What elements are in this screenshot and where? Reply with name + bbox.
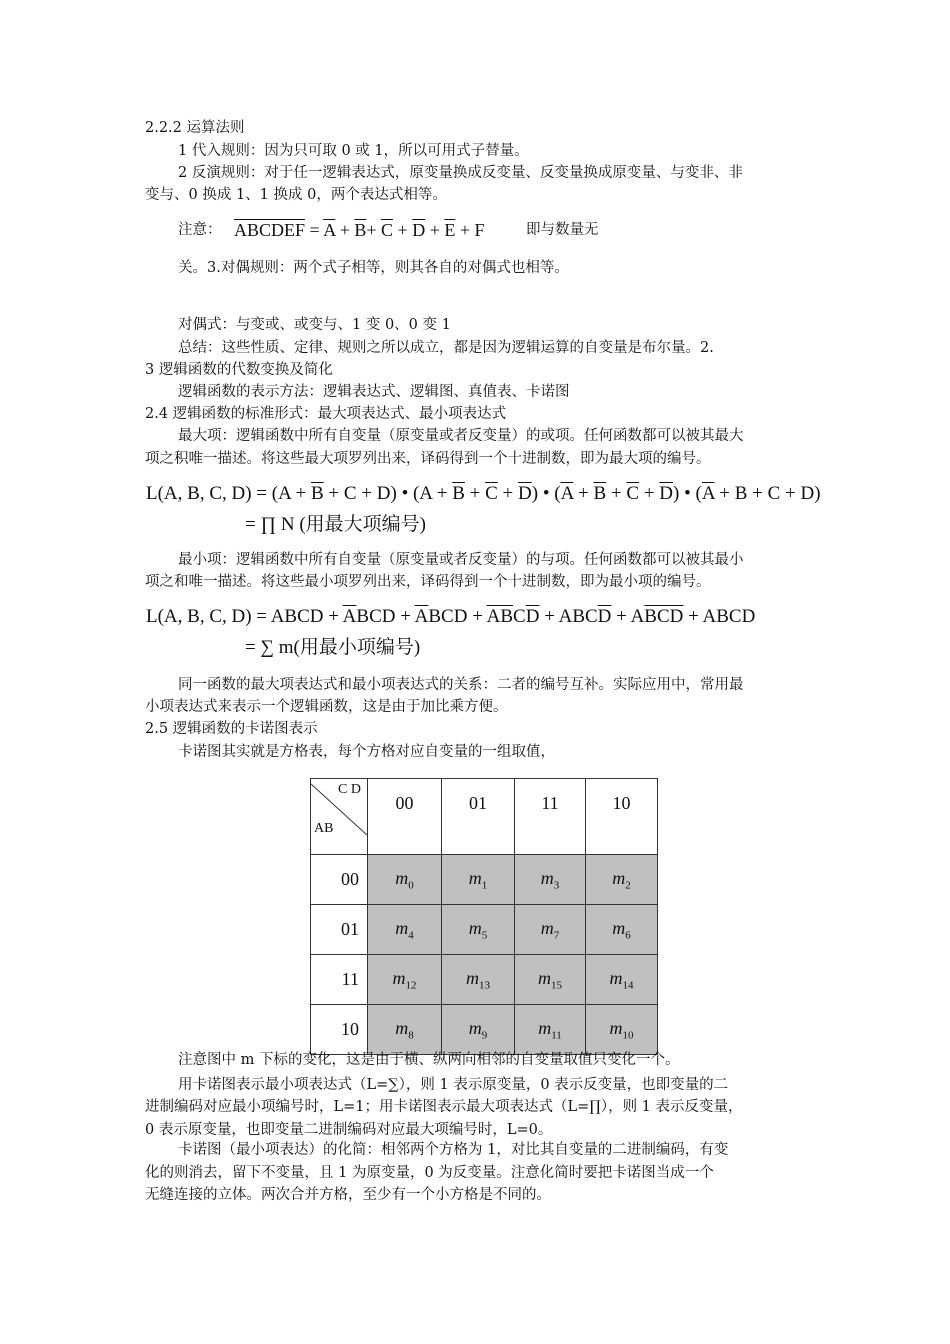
negated-term: $\overline{D}$ [518,483,532,504]
minterm-index: 4 [408,929,414,942]
negated-term: $\overline{A}$ [323,220,336,240]
paragraph: 项之积唯一描述。将这些最大项罗列出来，译码得到一个十进制数，即为最大项的编号。 [145,451,711,467]
negated-term: $\overline{C}$ [626,483,640,504]
paragraph: 最小项：逻辑函数中所有自变量（原变量或者反变量）的与项。任何函数都可以被其最小 [178,552,744,568]
formula-text: + [335,220,355,240]
minterm-index: 5 [481,929,488,942]
heading-2-2-2: 2.2.2 运算法则 [145,120,245,136]
minterm-index: 9 [481,1029,488,1042]
minterm-index: 12 [405,979,417,992]
negated-term: $\overline{B}$ [354,220,367,240]
paragraph: 2 反演规则：对于任一逻辑表达式，原变量换成反变量、反变量换成原变量、与变非、非 [178,165,743,181]
paragraph: 关。3.对偶规则：两个式子相等，则其各自的对偶式也相等。 [178,260,569,276]
negated-term: $\overline{A}$ [560,483,574,504]
minterm-formula [146,605,755,629]
paragraph: 总结：这些性质、定律、规则之所以成立，都是因为逻辑运算的自变量是布尔量。2. [178,340,714,356]
negated-term: $\overline{BCD}$ [644,606,684,627]
minterm-index: 3 [553,879,560,892]
minterm-symbol: m [468,1017,482,1038]
minterm-symbol: m [468,867,482,888]
formula-text: + B + C + D) [714,483,821,504]
kmap-cell [442,955,515,1005]
formula-text: + [464,483,486,504]
formula-text: + F [455,220,485,240]
kmap-cell [442,855,515,905]
kmap-col-header: 01 [442,779,515,855]
minterm-index: 13 [479,979,490,992]
negated-term: $\overline{E}$ [444,220,456,240]
minterm-symbol: m [540,867,554,888]
minterm-symbol: m [538,967,551,988]
kmap-col-header: 00 [368,779,442,855]
kmap-corner [311,779,368,855]
kmap-cell [586,905,658,955]
kmap-row [311,1005,658,1055]
paragraph: 最大项：逻辑函数中所有自变量（原变量或者反变量）的或项。任何函数都可以被其最大 [178,428,744,444]
paragraph: 卡诺图其实就是方格表，每个方格对应自变量的一组取值， [178,744,555,760]
minterm-symbol: m [538,1017,552,1038]
formula-text: + [639,483,660,504]
negated-term: $\overline{B}$ [452,483,465,504]
minterm-symbol: m [392,967,406,988]
kmap-row-var: AB [314,821,334,836]
kmap-row [311,905,658,955]
negated-term: $\overline{B}$ [310,483,324,504]
negated-term: $\overline{D}$ [412,220,426,240]
paragraph: 逻辑函数的表示方法：逻辑表达式、逻辑图、真值表、卡诺图 [178,384,570,400]
formula-text: BCD + [356,606,415,627]
maxterm-formula [146,482,821,506]
paragraph: 变与、0 换成 1、1 换成 0，两个表达式相等。 [145,187,447,203]
kmap-col-header: 10 [586,779,658,855]
minterm-symbol: m [612,917,626,938]
kmap-cell [586,1005,658,1055]
negated-term: $\overline{A}$ [342,606,357,627]
minterm-index: 11 [551,1029,562,1042]
formula-text: L(A, B, C, D) = ABCD + [146,606,343,627]
negated-term: ABCDEF [234,220,306,240]
minterm-symbol: m [395,917,409,938]
minterm-index: 10 [622,1029,634,1042]
minterm-formula-sum: = ∑ m(用最小项编号) [245,637,421,658]
kmap-row-header: 01 [311,905,368,955]
paragraph: 化的则消去，留下不变量，且 1 为原变量，0 为反变量。注意化简时要把卡诺图当成一个 [145,1165,714,1181]
formula-text: + [425,220,445,240]
formula-text: + [393,220,413,240]
kmap-row-header: 00 [311,855,368,905]
paragraph: 用卡诺图表示最小项表达式（L=∑），则 1 表示原变量，0 表示反变量，也即变量的二 [178,1077,729,1093]
negated-term: $\overline{D}$ [659,483,674,504]
paragraph: 项之和唯一描述。将这些最小项罗列出来，译码得到一个十进制数，即为最小项的编号。 [145,574,711,590]
note-label: 注意： [178,222,222,238]
formula-text: L(A, B, C, D) = (A + [146,483,311,504]
minterm-index: 2 [625,879,631,892]
kmap-cell [368,905,442,955]
minterm-symbol: m [395,1017,409,1038]
demorgan-formula [234,218,485,242]
kmap-row [311,855,658,905]
formula-text: + [606,483,627,504]
minterm-symbol: m [468,917,482,938]
formula-text: + C + D) • (A + [323,483,453,504]
formula-text: = [305,220,324,240]
formula-text: + [366,220,382,240]
kmap-row [311,955,658,1005]
paragraph: 进制编码对应最小项编号时，L=1；用卡诺图表示最大项表达式（L=∏），则 1 表示反变量， [145,1099,743,1115]
negated-term: $\overline{C}$ [381,220,394,240]
minterm-index: 8 [408,1029,414,1042]
paragraph: 3 逻辑函数的代数变换及简化 [145,362,333,378]
formula-text: C [513,606,526,627]
paragraph: 无缝连接的立体。两次合并方格，至少有一个小方格是不同的。 [145,1187,551,1203]
kmap-cell [368,1005,442,1055]
minterm-symbol: m [612,867,626,888]
minterm-index: 1 [481,879,488,892]
minterm-index: 7 [553,929,560,942]
minterm-index: 15 [551,979,562,992]
note-suffix: 即与数量无 [526,222,599,238]
kmap-cell [515,855,586,905]
heading-2-5: 2.5 逻辑函数的卡诺图表示 [145,721,318,737]
paragraph: 注意图中 m 下标的变化，这是由于横、纵两向相邻的自变量取值只变化一个。 [178,1052,680,1068]
paragraph: 对偶式：与变或、或变与、1 变 0、0 变 1 [178,317,451,333]
formula-text: ) • ( [531,483,561,504]
minterm-symbol: m [609,967,623,988]
minterm-index: 0 [408,879,414,892]
kmap-row-header: 11 [311,955,368,1005]
minterm-symbol: m [540,917,554,938]
paragraph: 同一函数的最大项表达式和最小项表达式的关系：二者的编号互补。实际应用中，常用最 [178,677,744,693]
negated-term: $\overline{D}$ [597,606,612,627]
paragraph: 卡诺图（最小项表达）的化简：相邻两个方格为 1，对比其自变量的二进制编码，有变 [178,1142,729,1158]
kmap-col-var: C D [338,782,361,797]
kmap-cell [586,955,658,1005]
paragraph: 1 代入规则：因为只可取 0 或 1，所以可用式子替量。 [178,143,529,159]
paragraph: 小项表达式来表示一个逻辑函数，这是由于加比乘方便。 [145,699,508,715]
formula-text: + ABCD [683,606,756,627]
maxterm-formula-product: = ∏ N (用最大项编号) [245,514,426,535]
formula-text: ) • ( [673,483,702,504]
kmap-cell [442,1005,515,1055]
kmap-cell [515,955,586,1005]
formula-text: + [573,483,594,504]
formula-text: BCD + [428,606,487,627]
minterm-index: 14 [622,979,634,992]
negated-term: $\overline{AB}$ [486,606,514,627]
kmap-row-header: 10 [311,1005,368,1055]
heading-2-4: 2.4 逻辑函数的标准形式：最大项表达式、最小项表达式 [145,406,507,422]
kmap-cell [442,905,515,955]
paragraph: 0 表示原变量，也即变量二进制编码对应最大项编号时，L=0。 [145,1122,553,1138]
negated-term: $\overline{A}$ [414,606,429,627]
kmap-cell [368,855,442,905]
kmap-col-header: 11 [515,779,586,855]
karnaugh-map [310,778,658,1055]
negated-term: $\overline{B}$ [593,483,607,504]
formula-text: + ABC [539,606,598,627]
negated-term: $\overline{D}$ [525,606,540,627]
negated-term: $\overline{C}$ [485,483,498,504]
kmap-cell [368,955,442,1005]
minterm-symbol: m [395,867,409,888]
kmap-cell [515,905,586,955]
negated-term: $\overline{A}$ [701,483,715,504]
formula-text: + [497,483,519,504]
minterm-symbol: m [466,967,479,988]
kmap-cell [515,1005,586,1055]
formula-text: + A [611,606,645,627]
minterm-symbol: m [609,1017,623,1038]
kmap-cell [586,855,658,905]
minterm-index: 6 [625,929,631,942]
